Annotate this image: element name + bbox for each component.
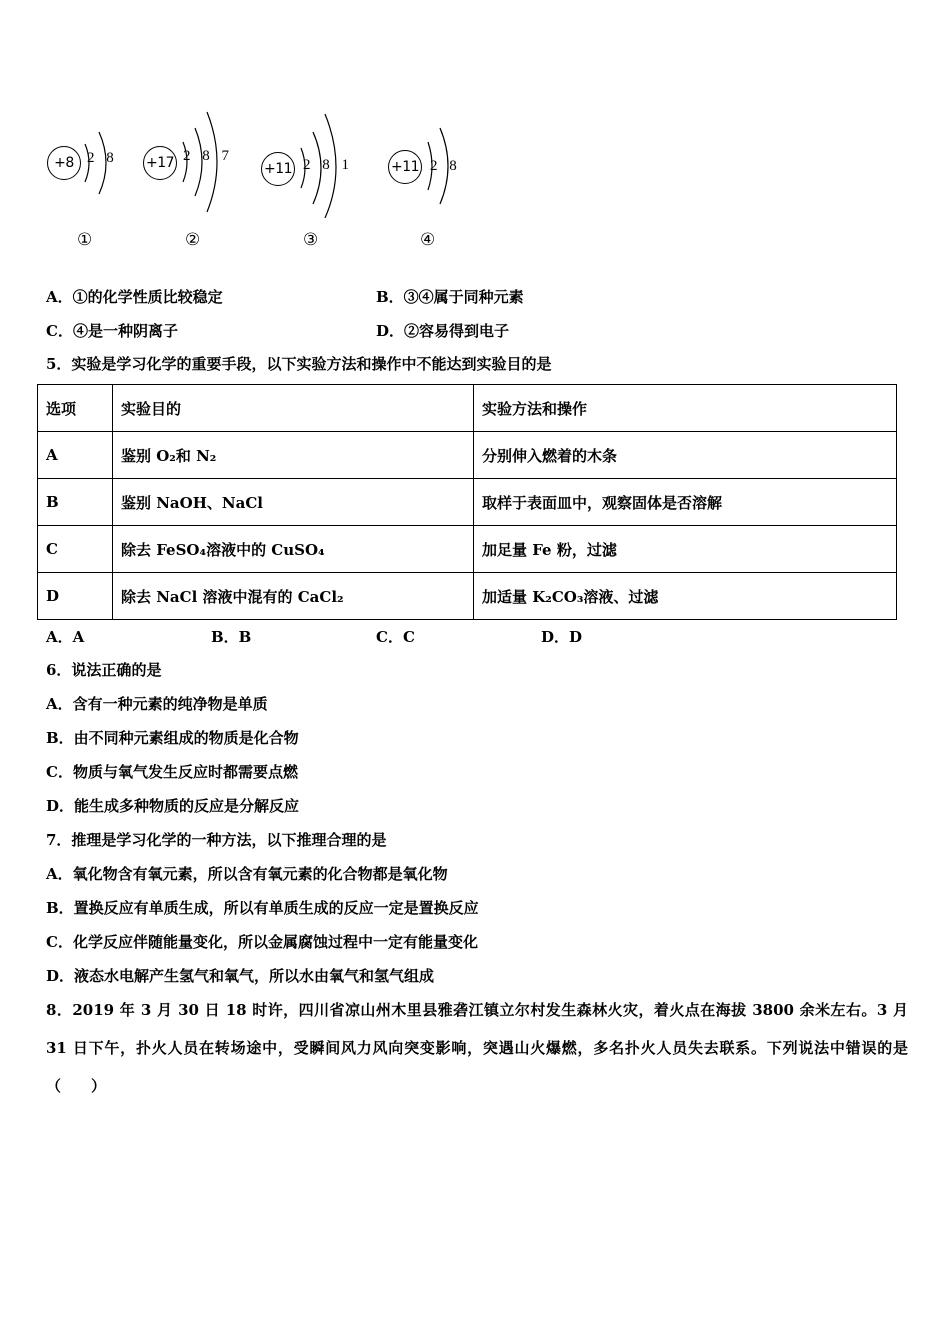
header-purpose: 实验目的	[113, 385, 474, 432]
header-method: 实验方法和操作	[474, 385, 897, 432]
atom-label: ②	[185, 230, 201, 250]
row-option: B	[38, 479, 113, 526]
row-method: 加足量 Fe 粉，过滤	[474, 526, 897, 573]
atom-label: ①	[77, 230, 93, 250]
q4-option-c[interactable]: C．④是一种阴离子	[46, 322, 178, 340]
q5-choice-b[interactable]: B．B	[211, 628, 252, 646]
q6-option-c[interactable]: C．物质与氧气发生反应时都需要点燃	[46, 763, 298, 781]
row-option: C	[38, 526, 113, 573]
q5-choice-a[interactable]: A．A	[46, 628, 85, 646]
table-row	[38, 526, 897, 573]
q7-stem: 7．推理是学习化学的一种方法，以下推理合理的是	[46, 831, 387, 849]
q6-stem: 6．说法正确的是	[46, 661, 162, 679]
q7-option-a[interactable]: A．氧化物含有氧元素，所以含有氧元素的化合物都是氧化物	[46, 865, 448, 883]
nucleus: +11	[261, 152, 295, 186]
q7-option-b[interactable]: B．置换反应有单质生成，所以有单质生成的反应一定是置换反应	[46, 899, 479, 917]
q7-option-c[interactable]: C．化学反应伴随能量变化，所以金属腐蚀过程中一定有能量变化	[46, 933, 478, 951]
q6-option-b[interactable]: B．由不同种元素组成的物质是化合物	[46, 729, 299, 747]
q4-option-d[interactable]: D．②容易得到电子	[376, 322, 510, 340]
row-method: 加适量 K₂CO₃溶液、过滤	[474, 573, 897, 620]
q6-option-d[interactable]: D．能生成多种物质的反应是分解反应	[46, 797, 300, 815]
q5-choice-c[interactable]: C．C	[376, 628, 415, 646]
row-method: 取样于表面皿中，观察固体是否溶解	[474, 479, 897, 526]
q5-stem: 5．实验是学习化学的重要手段，以下实验方法和操作中不能达到实验目的是	[46, 355, 552, 373]
electron-shells: 2 8	[430, 158, 461, 174]
table-row	[38, 573, 897, 620]
row-purpose: 除去 FeSO₄溶液中的 CuSO₄	[113, 526, 474, 573]
row-method: 分别伸入燃着的木条	[474, 432, 897, 479]
nucleus: +17	[143, 146, 177, 180]
q5-choice-d[interactable]: D．D	[541, 628, 583, 646]
electron-shells: 2 8	[87, 150, 118, 166]
table-row	[38, 432, 897, 479]
table-row	[38, 479, 897, 526]
nucleus: +11	[388, 150, 422, 184]
row-option: D	[38, 573, 113, 620]
row-purpose: 鉴别 NaOH、NaCl	[113, 479, 474, 526]
row-option: A	[38, 432, 113, 479]
experiment-table	[37, 384, 897, 620]
electron-shells: 2 8 1	[303, 157, 353, 173]
row-purpose: 鉴别 O₂和 N₂	[113, 432, 474, 479]
atom-label: ③	[303, 230, 319, 250]
q8-stem: 8．2019 年 3 月 30 日 18 时许，四川省凉山州木里县雅砻江镇立尔村发生森林火灾，着火点在海拔 3800 余米左右。3 月 31 日下午，扑火人员在转场途中，受瞬间风力风向突变影响，突遇山火爆燃，多名扑火人员失去联系。下列说法中错误的是（ ）	[46, 1001, 908, 1095]
table-header-row	[38, 385, 897, 432]
q4-option-a[interactable]: A．①的化学性质比较稳定	[46, 288, 223, 306]
row-purpose: 除去 NaCl 溶液中混有的 CaCl₂	[113, 573, 474, 620]
atom-label: ④	[420, 230, 436, 250]
header-option: 选项	[38, 385, 113, 432]
q4-option-b[interactable]: B．③④属于同种元素	[376, 288, 524, 306]
q6-option-a[interactable]: A．含有一种元素的纯净物是单质	[46, 695, 268, 713]
electron-shells: 2 8 7	[183, 148, 233, 164]
q5-choices	[46, 626, 686, 646]
q7-option-d[interactable]: D．液态水电解产生氢气和氧气，所以水由氧气和氢气组成	[46, 967, 435, 985]
nucleus: +8	[47, 146, 81, 180]
